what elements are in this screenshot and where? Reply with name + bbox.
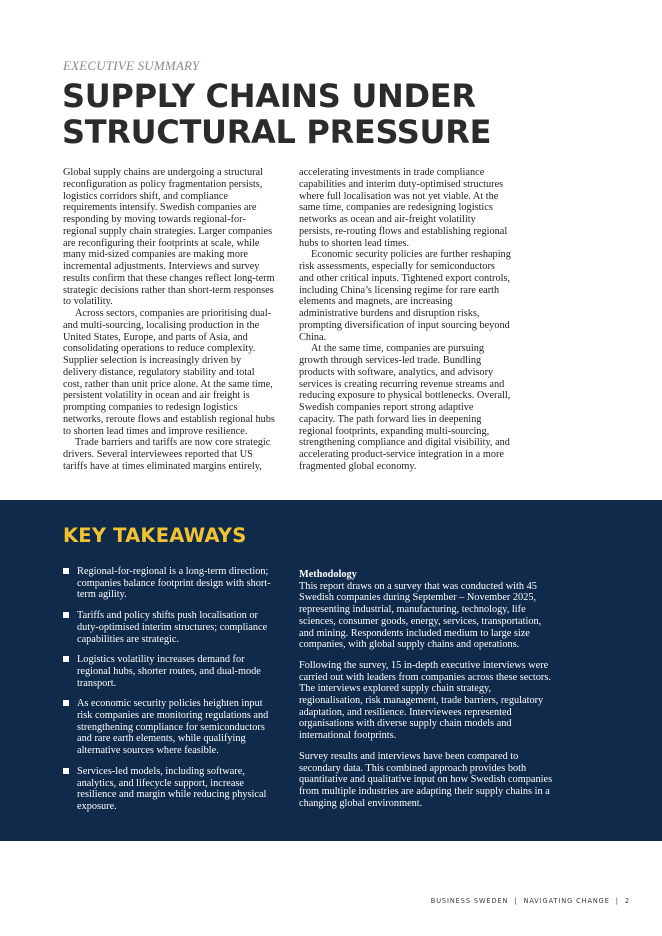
takeaway-text: Tariffs and policy shifts push localisation or duty-optimised interim structures; compliance capabilities are strategic. bbox=[77, 610, 268, 645]
key-takeaways-list bbox=[63, 566, 279, 822]
methodology-paragraph: Survey results and interviews have been compared to secondary data. This combined approach provides both quantitative and qualitative input on how Swedish companies from multiple industries are adapting their supply chains in a changing global environment. bbox=[299, 750, 553, 809]
square-bullet-icon bbox=[63, 656, 69, 662]
key-takeaways-title: KEY TAKEAWAYS bbox=[63, 524, 247, 547]
takeaway-item bbox=[63, 610, 279, 645]
takeaway-text: Services-led models, including software, analytics, and lifecycle support, increase resilience and margin while reducing physical exposure. bbox=[77, 765, 267, 812]
square-bullet-icon bbox=[63, 700, 69, 706]
takeaway-item bbox=[63, 766, 279, 813]
methodology-heading: Methodology bbox=[299, 569, 357, 580]
body-column-left bbox=[63, 167, 275, 473]
page-title-line-2: STRUCTURAL PRESSURE bbox=[62, 113, 492, 151]
square-bullet-icon bbox=[63, 768, 69, 774]
methodology-paragraph: Following the survey, 15 in-depth executive interviews were carried out with leaders from companies across these sectors. The interviews explored supply chain strategy, regionalisation, risk management, trade barriers, regulatory adaptation, and resilience. Interviewees represented organisations with diverse supply chain models and international footprints. bbox=[299, 659, 551, 742]
methodology-section bbox=[299, 569, 557, 818]
takeaway-item bbox=[63, 698, 279, 757]
footer-org: BUSINESS SWEDEN bbox=[430, 897, 509, 905]
takeaway-item bbox=[63, 654, 279, 689]
takeaway-text: Logistics volatility increases demand for regional hubs, shorter routes, and dual-mode transport. bbox=[77, 654, 261, 689]
footer-separator: | bbox=[615, 897, 619, 905]
body-paragraph: Global supply chains are undergoing a structural reconfiguration as policy fragmentation persists, logistics corridors shift, and compliance requirements intensify. Swedish companies are responding by moving towards regional-for-regional supply chain strategies. Larger companies are reconfiguring their footprints at scale, while many mid-sized companies are making more incremental adjustments. Interviews and survey results confirm that these changes reflect long-term strategic decisions rather than short-term responses to volatility. bbox=[63, 167, 275, 308]
page-title-line-1: SUPPLY CHAINS UNDER bbox=[62, 77, 476, 115]
body-column-right bbox=[299, 167, 511, 473]
takeaway-text: Regional-for-regional is a long-term direction; companies balance footprint design with short-term agility. bbox=[77, 566, 271, 601]
body-paragraph: Trade barriers and tariffs are now core strategic drivers. Several interviewees reported that US tariffs have at times eliminated margins entirely, bbox=[63, 437, 271, 472]
square-bullet-icon bbox=[63, 612, 69, 618]
page-number: 2 bbox=[624, 897, 630, 905]
footer-publication: NAVIGATING CHANGE bbox=[523, 897, 610, 905]
square-bullet-icon bbox=[63, 568, 69, 574]
body-paragraph: At the same time, companies are pursuing growth through services-led trade. Bundling products with software, analytics, and advisory services is creating recurring revenue streams and reducing exposure to physical bottlenecks. Overall, Swedish companies report strong adaptive capacity. The path forward lies in deepening regional footprints, expanding multi-sourcing, strengthening compliance and digital visibility, and accelerating product-service integration in a more fragmented global economy. bbox=[299, 343, 511, 472]
takeaway-item bbox=[63, 566, 279, 601]
page-title bbox=[62, 78, 622, 150]
body-paragraph: accelerating investments in trade compliance capabilities and interim duty-optimised structures where full localisation was not yet viable. At the same time, companies are redesigning logistics networks as ocean and air-freight volatility persists, re-routing flows and establishing regional hubs to shorten lead times. bbox=[299, 167, 508, 249]
page-footer bbox=[431, 897, 630, 905]
takeaway-text: As economic security policies heighten input risk companies are monitoring regulations and strengthening compliance for semiconductors and rare earth elements, while qualifying alternative sources where feasible. bbox=[77, 698, 269, 757]
body-paragraph: Across sectors, companies are prioritising dual- and multi-sourcing, localising production in the United States, Europe, and parts of Asia, and consolidating operations to reduce complexity. Supplier selection is increasingly driven by delivery distance, regulatory stability and total cost, rather than unit price alone. At the same time, persistent volatility in ocean and air freight is prompting companies to redesign logistics networks, reroute flows and establish regional hubs to shorten lead times and improve resilience. bbox=[63, 308, 275, 437]
body-paragraph: Economic security policies are further reshaping risk assessments, especially for semiconductors and other critical inputs. Tightened export controls, including China’s licensing regime for rare earth elements and magnets, are increasing administrative burdens and disruption risks, prompting diversification of input sourcing beyond China. bbox=[299, 249, 511, 343]
methodology-paragraph: This report draws on a survey that was conducted with 45 Swedish companies during September – November 2025, representing industrial, manufacturing, technology, life sciences, consumer goods, energy, services, transportation, and mining. Respondents included medium to large size companies, with global supply chains and operations. bbox=[299, 580, 542, 651]
footer-separator: | bbox=[514, 897, 518, 905]
section-eyebrow: EXECUTIVE SUMMARY bbox=[63, 58, 200, 73]
